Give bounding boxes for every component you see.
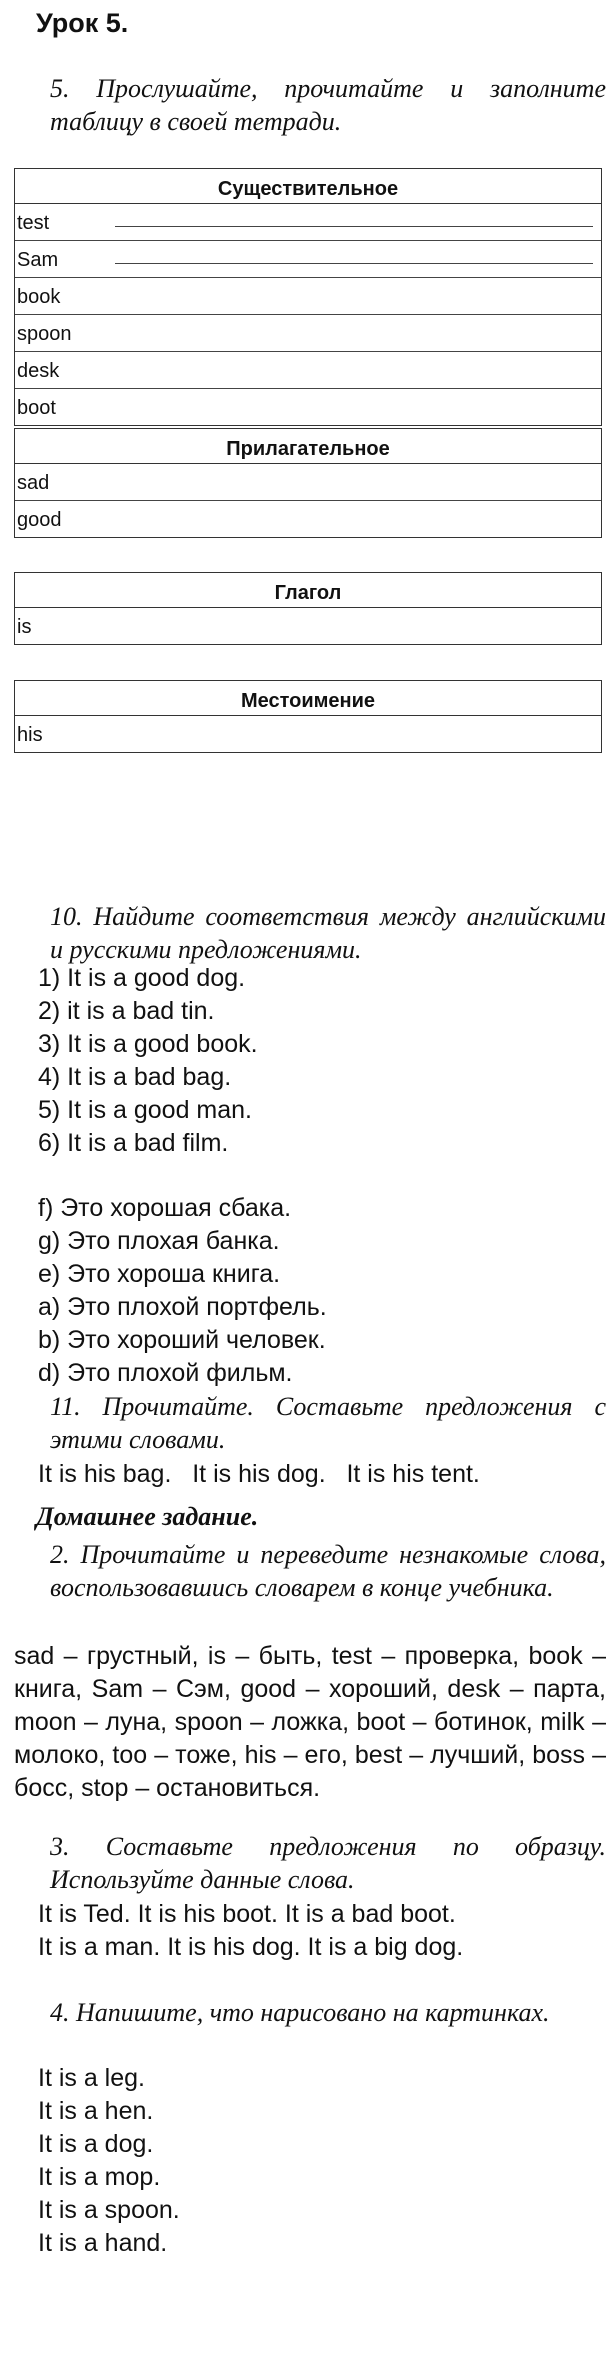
verb-table xyxy=(14,572,602,645)
english-sentences xyxy=(38,962,258,1160)
lesson-title: Урок 5. xyxy=(36,8,129,38)
noun-table-header: Существительное xyxy=(15,169,601,204)
hw-task4-answers xyxy=(38,2062,180,2260)
blank-line xyxy=(115,226,593,227)
hw-task2-vocabulary: sad – грустный, is – быть, test – проверка, book – книга, Sam – Сэм, good – хороший, desk – парта, moon – луна, spoon – ложка, boot – ботинок, milk – молоко, too – тоже, his – его, best – лучший, boss – босс, stop – остановиться. xyxy=(14,1642,606,1802)
hw-task4-instruction: 4. Напишите, что нарисовано на картинках. xyxy=(50,1998,550,2027)
list-item: It is a man. It is his dog. It is a big dog. xyxy=(38,1933,464,1961)
pronoun-table xyxy=(14,680,602,753)
list-item: It is a hand. xyxy=(38,2229,168,2257)
hw-task3-answers xyxy=(38,1898,463,1964)
list-item: It is a mop. xyxy=(38,2163,161,2191)
table-row: test xyxy=(15,204,601,241)
list-item: 4) It is a bad bag. xyxy=(38,1063,232,1091)
blank-line xyxy=(115,263,593,264)
list-item: It is Ted. It is his boot. It is a bad boot. xyxy=(38,1900,456,1928)
list-item: b) Это хороший человек. xyxy=(38,1326,326,1354)
homework-title: Домашнее задание. xyxy=(36,1502,259,1531)
list-item: 5) It is a good man. xyxy=(38,1096,253,1124)
noun-table xyxy=(14,168,602,426)
hw-task2-instruction: 2. Прочитайте и переведите незнакомые слова, воспользовавшись словарем в конце учебника. xyxy=(50,1540,606,1602)
verb-table-header: Глагол xyxy=(15,573,601,608)
table-row: desk xyxy=(15,352,601,389)
task10-instruction: 10. Найдите соответствия между английскими и русскими предложениями. xyxy=(50,902,606,964)
table-row: Sam xyxy=(15,241,601,278)
table-row: boot xyxy=(17,397,56,419)
list-item: f) Это хорошая сбака. xyxy=(38,1194,292,1222)
task11-instruction: 11. Прочитайте. Составьте предложения с этими словами. xyxy=(50,1392,606,1454)
list-item: 3) It is a good book. xyxy=(38,1030,258,1058)
table-row: sad xyxy=(15,464,601,501)
table-row: spoon xyxy=(15,315,601,352)
list-item: g) Это плохая банка. xyxy=(38,1227,280,1255)
adjective-table-header: Прилагательное xyxy=(15,429,601,464)
list-item: 2) it is a bad tin. xyxy=(38,997,215,1025)
list-item: It is a spoon. xyxy=(38,2196,180,2224)
pronoun-table-header: Местоимение xyxy=(15,681,601,716)
adjective-table xyxy=(14,428,602,538)
list-item: a) Это плохой портфель. xyxy=(38,1293,327,1321)
list-item: 6) It is a bad film. xyxy=(38,1129,229,1157)
table-row: is xyxy=(17,616,32,638)
table-row: book xyxy=(15,278,601,315)
hw-task3-instruction: 3. Составьте предложения по образцу. Используйте данные слова. xyxy=(50,1832,606,1894)
task5-instruction: 5. Прослушайте, прочитайте и заполните таблицу в своей тетради. xyxy=(50,74,606,136)
table-row: his xyxy=(17,724,43,746)
table-row: good xyxy=(17,509,62,531)
list-item: 1) It is a good dog. xyxy=(38,964,246,992)
list-item: It is a leg. xyxy=(38,2064,145,2092)
russian-sentences xyxy=(38,1192,327,1390)
task11-answer: It is his bag. It is his dog. It is his tent. xyxy=(38,1460,480,1488)
list-item: d) Это плохой фильм. xyxy=(38,1359,293,1387)
list-item: It is a dog. xyxy=(38,2130,154,2158)
list-item: e) Это хороша книга. xyxy=(38,1260,281,1288)
list-item: It is a hen. xyxy=(38,2097,154,2125)
